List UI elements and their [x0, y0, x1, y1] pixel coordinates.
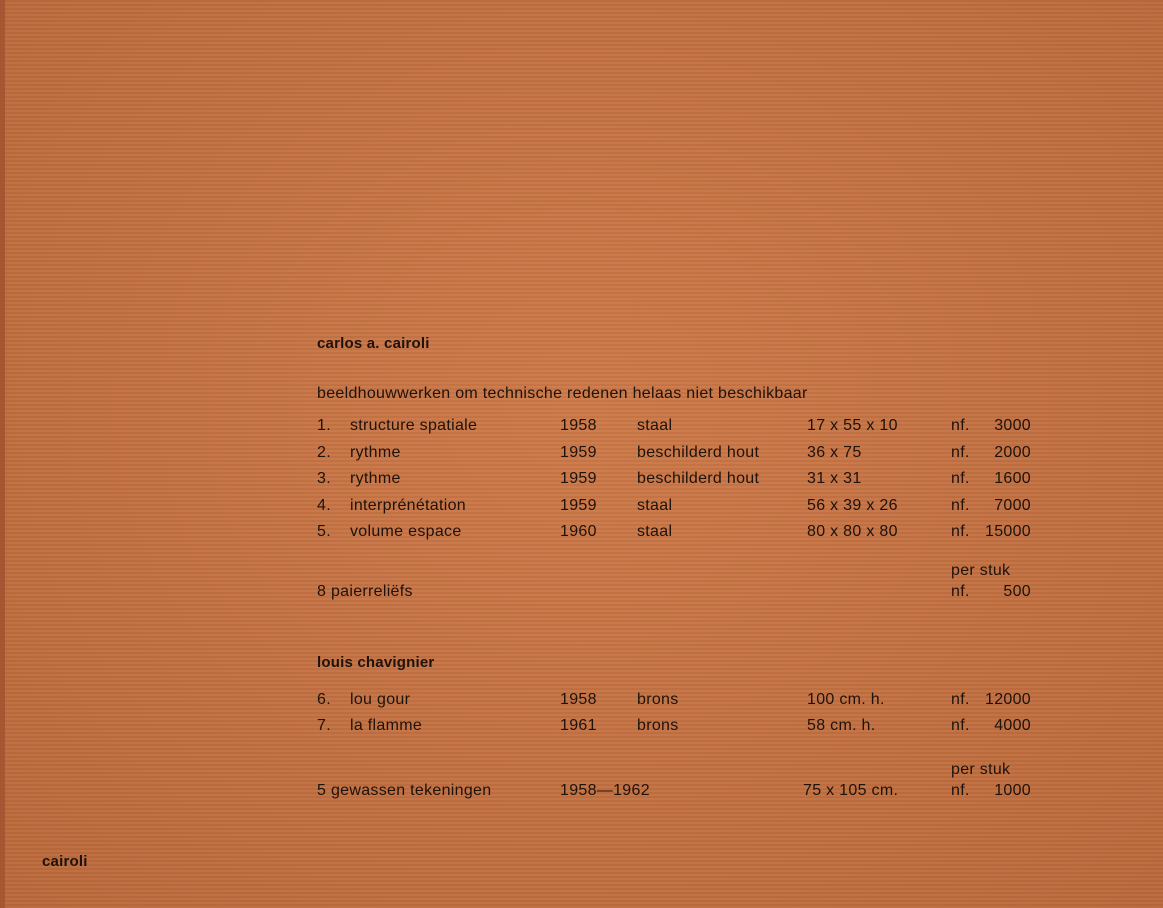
work-dimensions: 56 x 39 x 26: [807, 496, 898, 514]
work-title: interprénétation: [350, 496, 466, 514]
paper-reliefs-currency: nf.: [951, 583, 970, 600]
work-number: 1.: [317, 417, 331, 434]
work-title: rythme: [350, 470, 401, 487]
drawings-years: 1958—1962: [560, 782, 650, 799]
work-price: 7000: [994, 496, 1031, 514]
work-title: la flamme: [350, 717, 423, 734]
work-year: 1958: [560, 417, 597, 434]
work-dimensions: 58 cm. h.: [807, 717, 876, 734]
work-title: structure spatiale: [350, 417, 478, 434]
availability-note: beeldhouwwerken om technische redenen helaas niet beschikbaar: [317, 385, 808, 402]
work-number: 4.: [317, 496, 331, 514]
work-currency: nf.: [951, 443, 970, 461]
work-price: 3000: [994, 417, 1031, 434]
work-price: 15000: [985, 523, 1031, 540]
work-number: 5.: [317, 523, 331, 540]
work-price: 4000: [994, 717, 1031, 734]
drawings-dims: 75 x 105 cm.: [803, 782, 899, 799]
per-piece-label-2: per stuk: [951, 761, 1011, 778]
work-title: lou gour: [350, 691, 411, 708]
work-price: 12000: [985, 691, 1031, 708]
work-year: 1960: [560, 523, 597, 540]
work-currency: nf.: [951, 717, 970, 734]
work-year: 1959: [560, 470, 597, 487]
work-material: brons: [637, 691, 679, 708]
work-material: staal: [637, 523, 673, 540]
work-year: 1958: [560, 691, 597, 708]
per-piece-label-1: per stuk: [951, 562, 1011, 579]
drawings-label: 5 gewassen tekeningen: [317, 782, 492, 799]
artist-heading-chavignier: louis chavignier: [317, 654, 435, 671]
work-year: 1959: [560, 443, 597, 461]
work-dimensions: 31 x 31: [807, 470, 862, 487]
work-currency: nf.: [951, 417, 970, 434]
work-material: beschilderd hout: [637, 443, 760, 461]
work-currency: nf.: [951, 523, 970, 540]
work-number: 3.: [317, 470, 331, 487]
work-year: 1961: [560, 717, 597, 734]
work-material: staal: [637, 417, 673, 434]
drawings-price: 1000: [994, 782, 1031, 799]
work-dimensions: 17 x 55 x 10: [807, 417, 898, 434]
work-currency: nf.: [951, 470, 970, 487]
drawings-currency: nf.: [951, 782, 970, 799]
work-dimensions: 80 x 80 x 80: [807, 523, 898, 540]
work-number: 6.: [317, 691, 331, 708]
work-dimensions: 100 cm. h.: [807, 691, 885, 708]
paper-reliefs-label: 8 paierreliëfs: [317, 583, 413, 600]
footer-mark: cairoli: [42, 853, 88, 870]
work-number: 7.: [317, 717, 331, 734]
work-material: brons: [637, 717, 679, 734]
work-currency: nf.: [951, 496, 970, 514]
work-dimensions: 36 x 75: [807, 443, 862, 461]
artist-heading-cairoli: carlos a. cairoli: [317, 335, 430, 352]
work-material: beschilderd hout: [637, 470, 760, 487]
work-title: volume espace: [350, 523, 462, 540]
work-title: rythme: [350, 443, 401, 461]
work-price: 2000: [994, 443, 1031, 461]
work-material: staal: [637, 496, 673, 514]
page-left-edge: [0, 0, 5, 908]
work-number: 2.: [317, 443, 331, 461]
work-currency: nf.: [951, 691, 970, 708]
work-price: 1600: [994, 470, 1031, 487]
paper-reliefs-price: 500: [1003, 583, 1031, 600]
work-year: 1959: [560, 496, 597, 514]
